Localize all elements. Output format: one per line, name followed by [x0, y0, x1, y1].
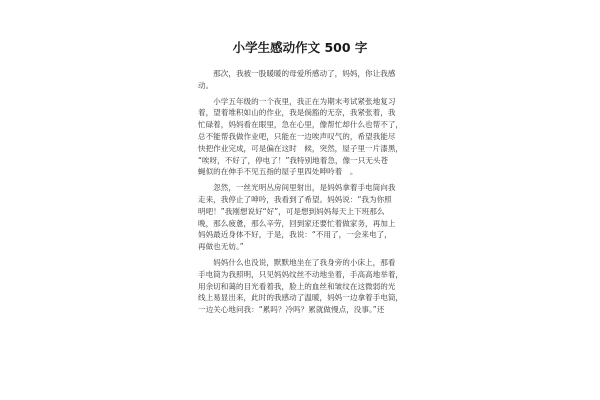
text-line: 用余切和蔼的目光看着我，脸上的血丝和皱纹在这微弱的光	[198, 281, 396, 291]
paragraph	[198, 257, 406, 316]
text-line: 快把作业完成，可是偏在这时 候，突然，屋子里一片漆黑，	[198, 143, 404, 153]
text-line: 着，望着堆积如山的作业，我是倘豁的无奈，我紧张着，我	[198, 108, 396, 118]
text-line: 小学五年级的一个夜里，我正在为期末考试紧张地复习	[198, 96, 396, 106]
text-line: 明吧！”我刚想说好“好”，可是想到妈妈每天上下班那么	[198, 206, 385, 216]
text-line: 再做也无妨。”	[198, 242, 244, 252]
text-line: 一边关心地问我：“累吗？冷吗？累就做慢点，没事。”还	[198, 305, 385, 315]
text-line: 线上易显出来，此时的我感动了温暖，妈妈一边拿着手电筒，	[198, 293, 404, 303]
text-line: 蝇似的在伸手不见五指的屋子里四处呻吟着 。	[198, 167, 358, 177]
paragraph	[198, 68, 406, 92]
text-line: 走来，我停止了呻吟，我看到了希望。妈妈说：“我为你照	[198, 194, 392, 204]
text-line: 忽然，一丝光明丛房间里射出，是妈妈拿着手电筒向我	[198, 183, 396, 193]
paragraph	[198, 96, 406, 179]
text-line: 晚，那么疲惫，那么辛劳，回到家还要忙着做家务，再加上	[198, 218, 396, 228]
text-line: 妈妈最近身体不好，于是，我说：“不用了，一会来电了，	[198, 230, 392, 240]
page-title: 小学生感动作文 500 字	[232, 40, 368, 55]
paragraph	[198, 182, 406, 253]
text-line: “唉呀，不好了，停电了！”我特别地着急，像一只无头苍	[198, 155, 389, 165]
text-line: 手电筒为我照明，只见妈妈纹丝不动地坐着，手高高地举着，	[198, 269, 404, 279]
text-line: 那次，我被一股暖暖的母爱所感动了，妈妈，你让我感	[198, 69, 396, 78]
text-line: 妈妈什么也没说，默默地坐在了我身旁的小床上，那看	[198, 257, 396, 267]
article-body	[198, 68, 406, 316]
text-line: 动。	[198, 80, 214, 90]
text-line: 总不能帮我做作业吧，只能在一边唉声叹气的，希望我能尽	[198, 131, 396, 141]
text-line: 忙碌着，妈妈看在眼里，急在心里，像帮忙却什么也帮不了，	[198, 120, 404, 130]
